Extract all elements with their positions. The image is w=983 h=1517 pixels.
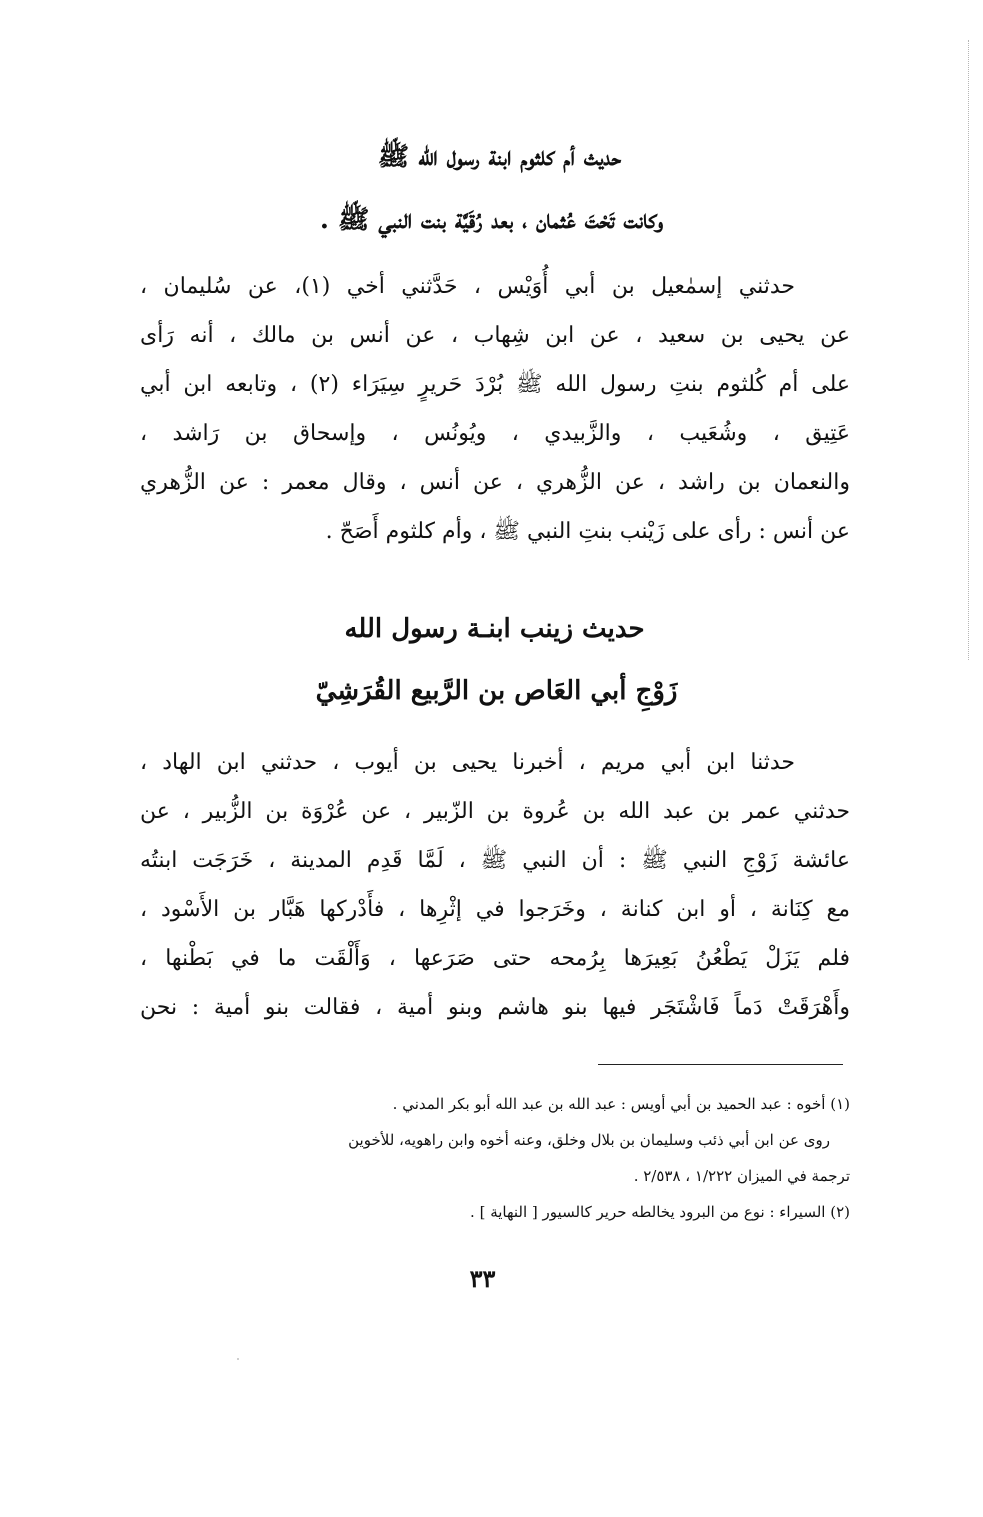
paragraph-line: عن أنس : رأى على زَيْنب بنتِ النبي ﷺ ، وأم كلثوم أَصَحّ . (325, 519, 850, 544)
page-number: ٣٣ (469, 1264, 496, 1293)
section2-subtitle: زَوْجِ أبي العَاص بن الرَّبيع القُرَشِيّ (315, 676, 678, 706)
paragraph-line: والنعمان بن راشد ، عن الزُّهري ، عن أنس ، وقال معمر : عن الزُّهري (140, 470, 850, 495)
scan-edge-dotted-line (968, 40, 969, 660)
section1-subtitle: وكانت تَحْتَ عُثمان ، بعد رُقَيَّة بنت النبي ﷺ . (319, 205, 664, 235)
footnote-line: (٢) السيراء : نوع من البرود يخالطه حرير كالسيور [ النهاية ] . (470, 1203, 850, 1221)
footnotes (140, 1086, 850, 1230)
paragraph-line: على أم كُلثوم بنتِ رسول الله ﷺ بُرْدَ حَريرٍ سِيَرَاء (٢) ، وتابعه ابن أبي (140, 372, 850, 397)
paragraph-line: حدثني عمر بن عبد الله بن عُروة بن الزّبير ، عن عُرْوَة بن الزُّبير ، عن (140, 799, 850, 824)
paragraph-line: عَتِيق ، وشُعَيب ، والزَّبيدي ، ويُونُس ، وإسحاق بن رَاشد ، (140, 421, 850, 446)
paragraph-line: حدثني إسمٰعيل بن أبي أُوَيْس ، حَدَّثني أخي (١)، عن سُليمان ، (140, 274, 795, 299)
footnote-line: روى عن ابن أبي ذئب وسليمان بن بلال وخلق، وعنه أخوه وابن راهويه، للأخوين (348, 1131, 830, 1149)
footnote-separator (598, 1064, 843, 1065)
paragraph-line: عائشة زَوْجِ النبي ﷺ : أن النبي ﷺ ، لَمَّا قَدِم المدينة ، خَرَجَت ابنتُه (140, 848, 850, 873)
paragraph-line: وأَهْرَقَتْ دَماً فَاشْتَجَر فيها بنو هاشم وبنو أمية ، فقالت بنو أمية : نحن (140, 995, 850, 1020)
paragraph-line: فلم يَزَلْ يَطْعُنُ بَعِيرَها بِرُمحه حتى صَرَعها ، وَأَلْقَت ما في بَطْنها ، (140, 946, 850, 971)
footnote-line: (١) أخوه : عبد الحميد بن أبي أويس : عبد الله بن عبد الله أبو بكر المدني . (392, 1095, 850, 1113)
paragraph-line: مع كِنَانة ، أو ابن كنانة ، وخَرَجوا في إثْرِها ، فأَدْركها هَبَّار بن الأَسْود ، (140, 897, 850, 922)
paragraph-line: عن يحيى بن سعيد ، عن ابن شِهاب ، عن أنس بن مالك ، أنه رَأى (140, 323, 850, 348)
section1-paragraph (140, 262, 850, 556)
paragraph-line: حدثنا ابن أبي مريم ، أخبرنا يحيى بن أيوب ، حدثني ابن الهاد ، (140, 750, 795, 775)
section2-paragraph (140, 738, 850, 1032)
section1-title: حديث أم كلثوم ابنة رسول الله ﷺ (377, 142, 622, 172)
section2-title: حديث زينب ابنـة رسول الله (344, 614, 645, 644)
footnote-line: ترجمة في الميزان ١/٢٢٢ ، ٢/٥٣٨ . (633, 1167, 850, 1185)
scan-speck (237, 1358, 239, 1360)
